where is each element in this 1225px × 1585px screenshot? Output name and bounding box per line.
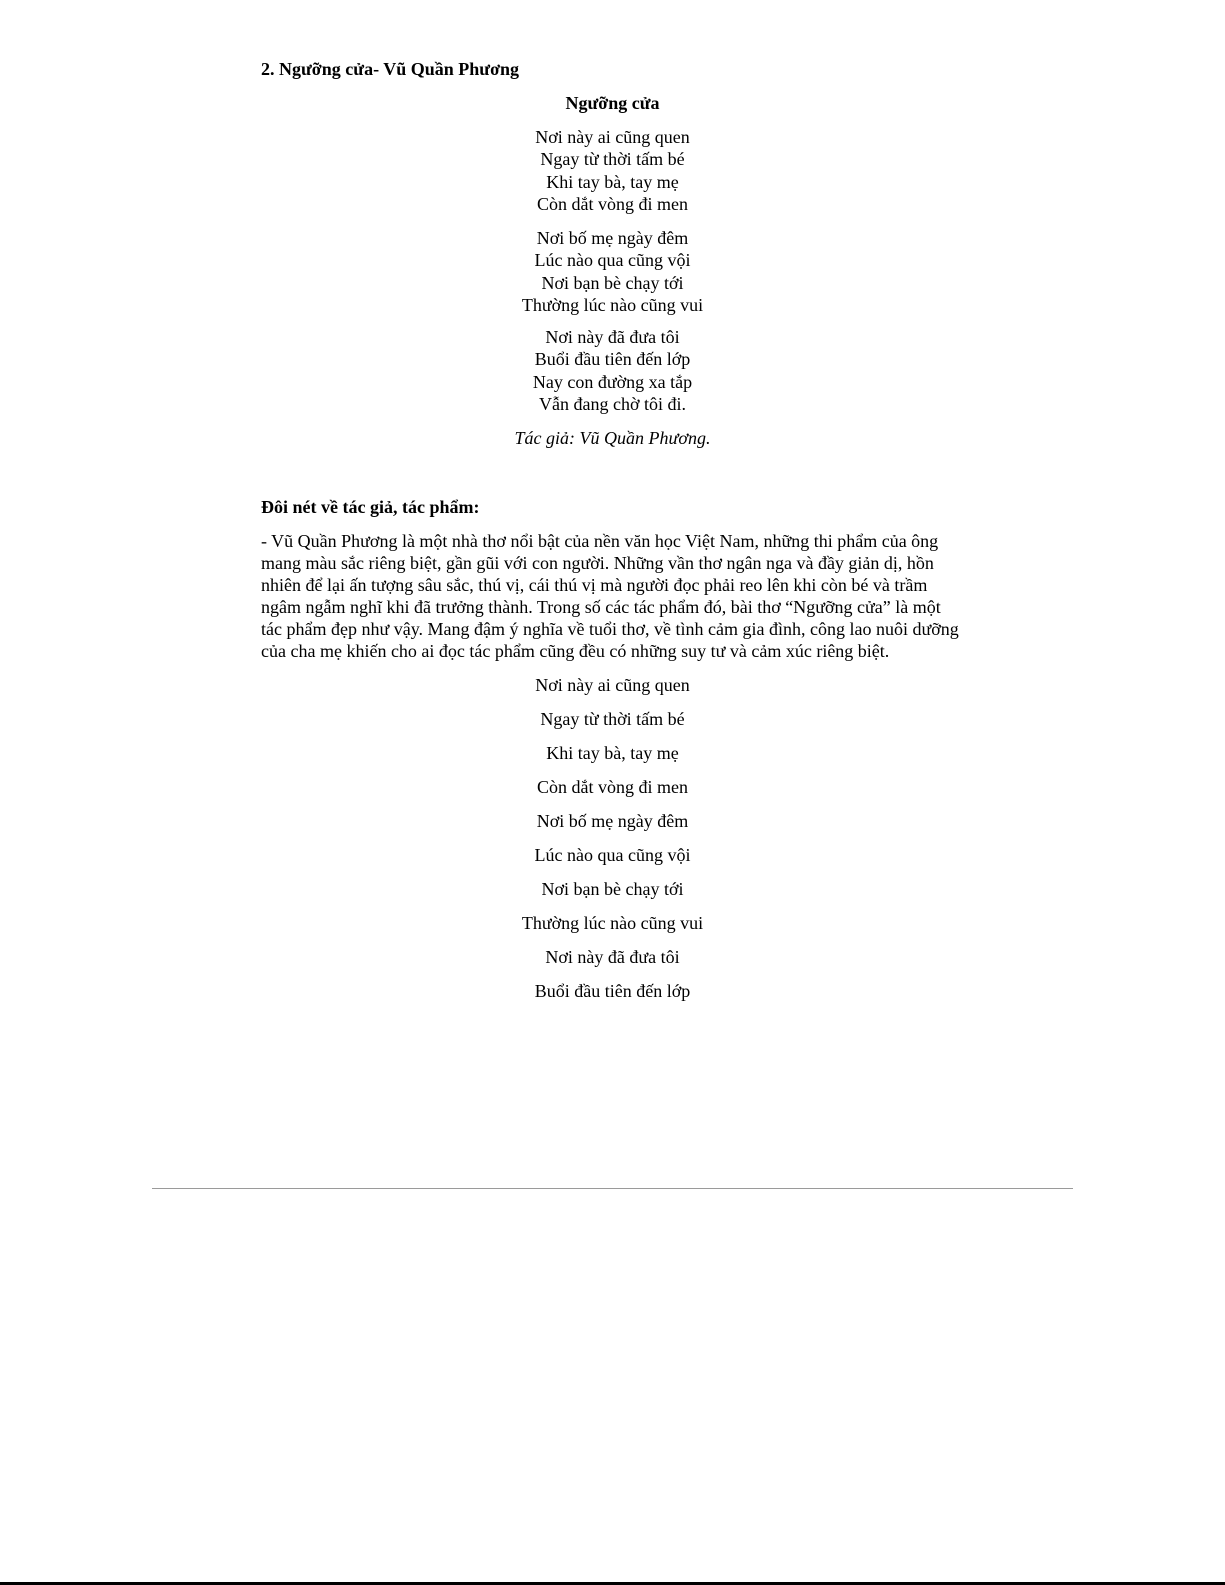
paragraph-line: nhiên để lại ấn tượng sâu sắc, thú vị, cái thú vị mà người đọc phải reo lên khi còn bé và trầm [261, 575, 928, 596]
poem-stanza-2 [0, 227, 1225, 317]
spaced-poem-line: Còn dắt vòng đi men [537, 777, 688, 797]
spaced-poem-line: Lúc nào qua cũng vội [534, 845, 691, 865]
poem-line: Lúc nào qua cũng vội [534, 250, 691, 271]
poem-title: Ngưỡng cửa [565, 93, 660, 113]
poem-author-line: Tác giả: Vũ Quần Phương. [514, 428, 711, 448]
spaced-poem-lines [0, 674, 1225, 1014]
paragraph-line: mang màu sắc riêng biệt, gần gũi với con người. Những vần thơ ngân nga và đầy giản dị, hồn [261, 553, 934, 574]
poem-line: Vẫn đang chờ tôi đi. [539, 394, 686, 415]
poem-line: Nơi này ai cũng quen [535, 127, 690, 147]
poem-line: Nơi này đã đưa tôi [545, 327, 680, 347]
section-heading: 2. Ngưỡng cửa- Vũ Quần Phương [261, 59, 520, 79]
about-heading: Đôi nét về tác giả, tác phẩm: [261, 497, 480, 517]
poem-line: Khi tay bà, tay mẹ [546, 171, 679, 192]
paragraph-line: ngâm ngẫm nghĩ khi đã trưởng thành. Trong số các tác phẩm đó, bài thơ “Ngưỡng cửa” là một [261, 597, 941, 618]
spaced-poem-line: Ngay từ thời tấm bé [540, 709, 685, 729]
poem-line: Còn dắt vòng đi men [537, 194, 688, 215]
paragraph-line: - Vũ Quần Phương là một nhà thơ nổi bật của nền văn học Việt Nam, những thi phẩm của ông [261, 531, 939, 551]
poem-line: Ngay từ thời tấm bé [540, 149, 685, 170]
poem-line: Thường lúc nào cũng vui [521, 295, 704, 316]
spaced-poem-line: Nơi này đã đưa tôi [545, 947, 680, 967]
paragraph-line: tác phẩm đẹp như vậy. Mang đậm ý nghĩa về tuổi thơ, về tình cảm gia đình, công lao nuôi dưỡng [261, 619, 959, 640]
spaced-poem-line: Nơi này ai cũng quen [535, 675, 690, 695]
spaced-poem-line: Nơi bố mẹ ngày đêm [536, 811, 689, 831]
poem-line: Nay con đường xa tắp [532, 371, 693, 392]
poem-line: Buổi đầu tiên đến lớp [534, 349, 691, 370]
poem-line: Nơi bố mẹ ngày đêm [536, 228, 689, 248]
paragraph-line: của cha mẹ khiến cho ai đọc tác phẩm cũng đều có những suy tư và cảm xúc riêng biệt. [261, 641, 890, 662]
poem-stanza-3 [0, 326, 1225, 416]
footer-divider [152, 1188, 1073, 1189]
spaced-poem-line: Buổi đầu tiên đến lớp [534, 981, 691, 1001]
spaced-poem-line: Nơi bạn bè chạy tới [541, 879, 684, 899]
poem-stanza-1 [0, 126, 1225, 216]
about-paragraph [261, 530, 963, 663]
poem-line: Nơi bạn bè chạy tới [541, 272, 684, 293]
spaced-poem-line: Khi tay bà, tay mẹ [546, 743, 679, 763]
spaced-poem-line: Thường lúc nào cũng vui [521, 913, 704, 933]
